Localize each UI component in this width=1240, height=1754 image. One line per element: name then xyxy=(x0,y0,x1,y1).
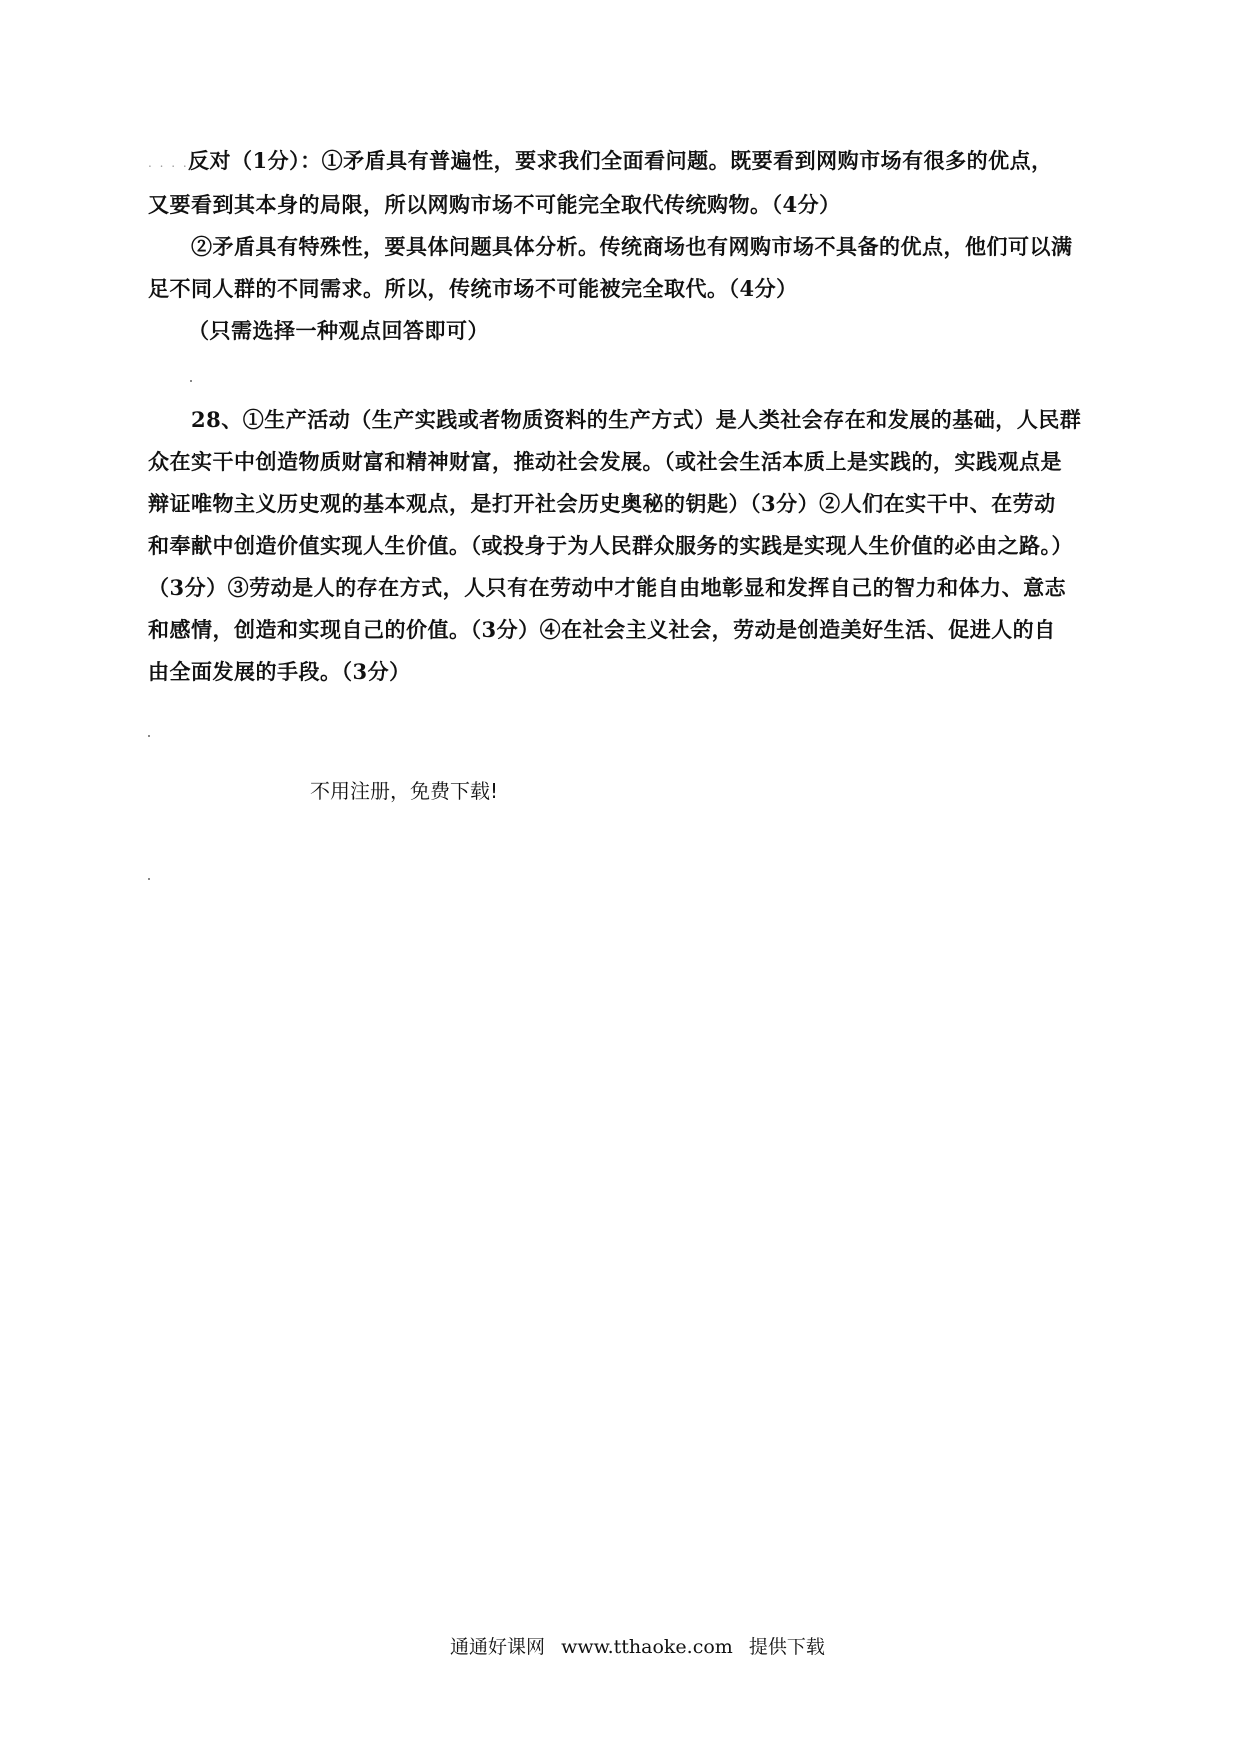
answer-28-line-6: 和感情，创造和实现自己的价值。（3分）④在社会主义社会，劳动是创造美好生活、促进人的自 xyxy=(148,617,1056,642)
answer-27-oppose-line-3: ②矛盾具有特殊性，要具体问题具体分析。传统商场也有网购市场不具备的优点，他们可以满 xyxy=(191,233,1073,259)
answer-28-line-2: 众在实干中创造物质财富和精神财富，推动社会发展。（或社会生活本质上是实践的，实践观点是 xyxy=(148,449,1062,474)
answer-28-line-4: 和奉献中创造价值实现人生价值。（或投身于为人民群众服务的实践是实现人生价值的必由之路。） xyxy=(148,533,1073,558)
scan-artifact-dot xyxy=(190,380,192,382)
answer-28-line-7: 由全面发展的手段。（3分） xyxy=(148,659,411,684)
footer xyxy=(450,1632,835,1659)
answer-27-section xyxy=(148,146,1098,346)
footer-suffix: 提供下载 xyxy=(748,1636,825,1658)
answer-28-line-5: （3分）③劳动是人的存在方式，人只有在劳动中才能自由地彰显和发挥自己的智力和体力、意志 xyxy=(148,575,1067,600)
footer-site-name: 通通好课网 xyxy=(450,1636,546,1658)
scan-artifact-dot xyxy=(148,878,150,880)
leading-dots: . . . . xyxy=(148,155,189,170)
footer-url[interactable]: www.tthaoke.com xyxy=(561,1636,733,1658)
answer-28-line-1: 28、①生产活动（生产实践或者物质资料的生产方式）是人类社会存在和发展的基础，人民群 xyxy=(191,407,1082,432)
answer-28-line-3: 辩证唯物主义历史观的基本观点，是打开社会历史奥秘的钥匙）（3分）②人们在实干中、在劳动 xyxy=(148,491,1056,516)
answer-27-oppose-line-2: 又要看到其本身的局限，所以网购市场不可能完全取代传统购物。（4分） xyxy=(148,191,841,217)
promo-text: 不用注册，免费下载! xyxy=(310,779,499,803)
answer-27-note: （只需选择一种观点回答即可） xyxy=(188,317,489,343)
answer-27-oppose-line-1: . . . .反对（1分）：①矛盾具有普遍性，要求我们全面看问题。既要看到网购市场有很多的优点， xyxy=(148,146,1098,178)
answer-28-section xyxy=(148,405,1098,687)
answer-27-oppose-line-4: 足不同人群的不同需求。所以，传统市场不可能被完全取代。（4分） xyxy=(148,275,798,301)
scan-artifact-dot xyxy=(148,735,150,737)
